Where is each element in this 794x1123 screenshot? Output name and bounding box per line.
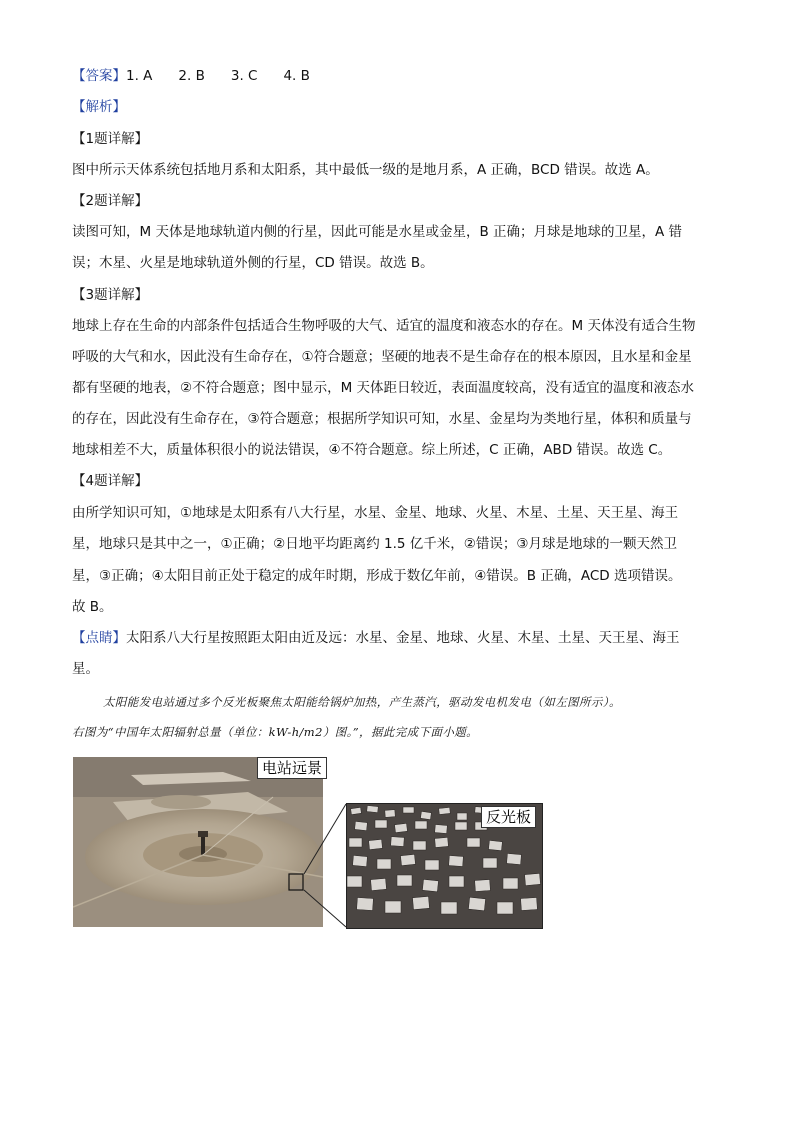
q3-heading: 【3题详解】 [72, 287, 149, 303]
power-station-illustration [73, 757, 323, 927]
intro-line: 右图为“中国年太阳辐射总量（单位：kW-h/m2）图。”，据此完成下面小题。 [72, 725, 479, 739]
reflector-label: 反光板 [481, 806, 536, 828]
q3-text-line: 都有坚硬的地表，②不符合题意；图中显示，M 天体距日较近，表面温度较高，没有适宜的温度和液态水 [72, 380, 695, 396]
q3-text-line: 地球相差不大，质量体积很小的说法错误，④不符合题意。综上所述，C 正确，ABD 错误。故选 C。 [72, 442, 672, 458]
q3-text-line: 呼吸的大气和水，因此没有生命存在，①符合题意；坚硬的地表不是生命存在的根本原因，且水星和金星 [72, 349, 692, 365]
q3-text-line: 的存在，因此没有生命存在，③符合题意；根据所学知识可知，水星、金星均为类地行星，体积和质量与 [72, 411, 692, 427]
q3-text-line: 地球上存在生命的内部条件包括适合生物呼吸的大气、适宜的温度和液态水的存在。M 天体没有适合生物 [72, 318, 696, 334]
answer-item: 1. A [126, 68, 153, 84]
comment-text-line: 星。 [72, 661, 99, 677]
q2-text-line: 读图可知，M 天体是地球轨道内侧的行星，因此可能是水星或金星，B 正确；月球是地球的卫星，A 错 [72, 224, 683, 240]
comment-tag: 【点睛】 [72, 630, 126, 646]
answer-tag: 【答案】 [72, 68, 126, 84]
comment-line [72, 628, 732, 648]
answer-line [72, 66, 732, 86]
q2-text-line: 误；木星、火星是地球轨道外侧的行星，CD 错误。故选 B。 [72, 255, 434, 271]
q1-heading: 【1题详解】 [72, 131, 149, 147]
q4-text-line: 故 B。 [72, 599, 113, 615]
q4-text-line: 由所学知识可知，①地球是太阳系有八大行星，水星、金星、地球、火星、木星、土星、天王星、海王 [72, 505, 679, 521]
analysis-tag: 【解析】 [72, 99, 126, 115]
comment-text: 太阳系八大行星按照距太阳由近及远：水星、金星、地球、火星、木星、土星、天王星、海王 [126, 630, 680, 646]
answer-item: 3. C [230, 68, 258, 84]
zoom-connector [300, 800, 350, 940]
power-station-photo [73, 757, 323, 927]
q1-text-line: 图中所示天体系统包括地月系和太阳系，其中最低一级的是地月系，A 正确，BCD 错误。故选 A。 [72, 162, 659, 178]
intro-line: 太阳能发电站通过多个反光板聚焦太阳能给锅炉加热，产生蒸汽，驱动发电机发电（如左图所示）。 [103, 695, 621, 709]
q4-text-line: 星，地球只是其中之一，①正确；②日地平均距离约 1.5 亿千米，②错误；③月球是地球的一颗天然卫 [72, 536, 677, 552]
q4-text-line: 星，③正确；④太阳目前正处于稳定的成年时期，形成于数亿年前，④错误。B 正确，ACD 选项错误。 [72, 568, 682, 584]
power-station-label: 电站远景 [257, 757, 327, 779]
answer-item: 4. B [283, 68, 310, 84]
q2-heading: 【2题详解】 [72, 193, 149, 209]
q4-heading: 【4题详解】 [72, 473, 149, 489]
answer-item: 2. B [178, 68, 205, 84]
